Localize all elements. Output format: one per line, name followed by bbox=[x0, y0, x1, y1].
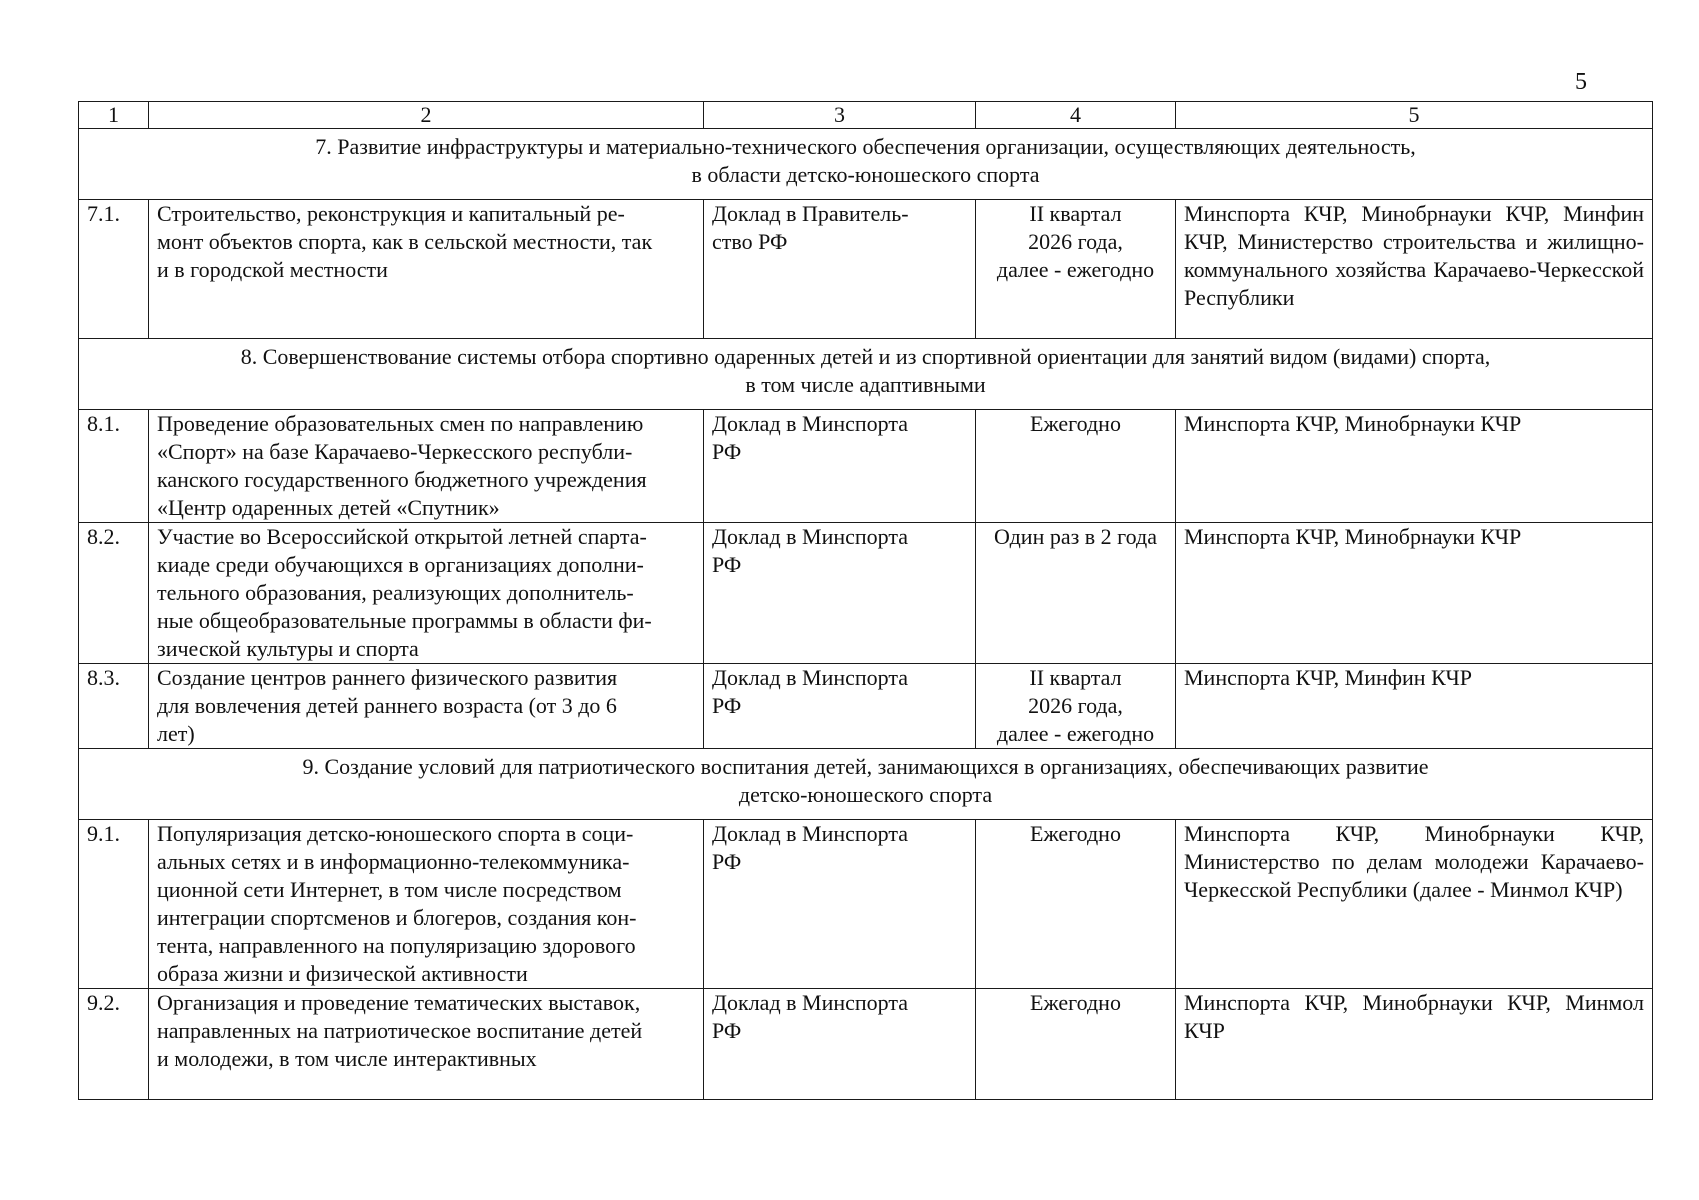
section-title-line: 9. Создание условий для патриотического воспитания детей, занимающихся в организациях, обеспечивающих развитие bbox=[302, 754, 1429, 779]
measure-line: лет) bbox=[157, 721, 195, 746]
table-row bbox=[79, 664, 1653, 749]
deadline-cell bbox=[976, 410, 1176, 523]
section-row-7 bbox=[79, 129, 1653, 200]
section-row-8 bbox=[79, 339, 1653, 410]
result-line: ство РФ bbox=[712, 229, 788, 254]
header-cell-5: 5 bbox=[1176, 102, 1653, 129]
section-title-line: в том числе адаптивными bbox=[745, 372, 986, 397]
measure-cell bbox=[149, 200, 704, 339]
row-number: 9.2. bbox=[79, 989, 149, 1100]
deadline-line: Ежегодно bbox=[1030, 821, 1121, 846]
table-row bbox=[79, 200, 1653, 339]
deadline-cell bbox=[976, 664, 1176, 749]
result-cell bbox=[704, 200, 976, 339]
table-row bbox=[79, 523, 1653, 664]
result-line: Доклад в Минспорта bbox=[712, 990, 909, 1015]
deadline-line: Ежегодно bbox=[1030, 990, 1121, 1015]
executors-cell: Минспорта КЧР, Минфин КЧР bbox=[1176, 664, 1653, 749]
measure-cell bbox=[149, 523, 704, 664]
measure-line: тельного образования, реализующих дополнитель- bbox=[157, 580, 634, 605]
deadline-cell bbox=[976, 200, 1176, 339]
measure-line: и в городской местности bbox=[157, 257, 388, 282]
section-title bbox=[79, 339, 1653, 410]
result-line: РФ bbox=[712, 849, 742, 874]
deadline-line: 2026 года, bbox=[1028, 229, 1123, 254]
measure-line: ционной сети Интернет, в том числе посредством bbox=[157, 877, 622, 902]
measure-line: монт объектов спорта, как в сельской местности, так bbox=[157, 229, 653, 254]
table-row bbox=[79, 989, 1653, 1100]
result-cell bbox=[704, 523, 976, 664]
result-line: РФ bbox=[712, 552, 742, 577]
header-cell-4: 4 bbox=[976, 102, 1176, 129]
measure-line: ные общеобразовательные программы в области фи- bbox=[157, 608, 652, 633]
measure-cell bbox=[149, 989, 704, 1100]
measure-line: направленных на патриотическое воспитание детей bbox=[157, 1018, 643, 1043]
page-number: 5 bbox=[1575, 69, 1587, 95]
deadline-line: Один раз в 2 года bbox=[994, 524, 1157, 549]
measure-line: канского государственного бюджетного учреждения bbox=[157, 467, 647, 492]
header-cell-2: 2 bbox=[149, 102, 704, 129]
plan-table bbox=[78, 101, 1653, 1100]
table-row bbox=[79, 410, 1653, 523]
measure-line: Строительство, реконструкция и капитальный ре- bbox=[157, 201, 625, 226]
measure-line: тента, направленного на популяризацию здорового bbox=[157, 933, 636, 958]
result-cell bbox=[704, 989, 976, 1100]
row-number: 8.3. bbox=[79, 664, 149, 749]
measure-line: Проведение образовательных смен по направлению bbox=[157, 411, 644, 436]
executors-cell: Минспорта КЧР, Минобрнауки КЧР, Минмол КЧР bbox=[1176, 989, 1653, 1100]
deadline-line: 2026 года, bbox=[1028, 693, 1123, 718]
section-title bbox=[79, 749, 1653, 820]
measure-line: Популяризация детско-юношеского спорта в соци- bbox=[157, 821, 634, 846]
row-number: 8.1. bbox=[79, 410, 149, 523]
measure-line: «Спорт» на базе Карачаево-Черкесского республи- bbox=[157, 439, 633, 464]
measure-line: для вовлечения детей раннего возраста (от 3 до 6 bbox=[157, 693, 617, 718]
deadline-cell bbox=[976, 989, 1176, 1100]
row-number: 9.1. bbox=[79, 820, 149, 989]
section-row-9 bbox=[79, 749, 1653, 820]
result-line: РФ bbox=[712, 1018, 742, 1043]
deadline-cell bbox=[976, 523, 1176, 664]
result-line: Доклад в Правитель- bbox=[712, 201, 909, 226]
deadline-line: далее - ежегодно bbox=[996, 257, 1155, 282]
row-number: 7.1. bbox=[79, 200, 149, 339]
result-line: Доклад в Минспорта bbox=[712, 411, 909, 436]
section-title-line: 7. Развитие инфраструктуры и материально-технического обеспечения организации, осуществляющих деятельность, bbox=[315, 134, 1416, 159]
section-title bbox=[79, 129, 1653, 200]
result-line: Доклад в Минспорта bbox=[712, 665, 909, 690]
result-line: Доклад в Минспорта bbox=[712, 524, 909, 549]
header-row bbox=[79, 102, 1653, 129]
measure-line: Организация и проведение тематических выставок, bbox=[157, 990, 641, 1015]
result-line: РФ bbox=[712, 693, 742, 718]
deadline-line: II квартал bbox=[1029, 665, 1122, 690]
measure-cell bbox=[149, 820, 704, 989]
result-cell bbox=[704, 410, 976, 523]
deadline-line: далее - ежегодно bbox=[996, 721, 1155, 746]
measure-line: киаде среди обучающихся в организациях дополни- bbox=[157, 552, 644, 577]
section-title-line: 8. Совершенствование системы отбора спортивно одаренных детей и из спортивной ориентации для занятий видом (видами) спорта, bbox=[240, 344, 1491, 369]
deadline-line: II квартал bbox=[1029, 201, 1122, 226]
executors-cell: Минспорта КЧР, Минобрнауки КЧР, Минфин КЧР, Министерство строительства и жилищно-коммунального хозяйства Карачаево-Черкесской Республики bbox=[1176, 200, 1653, 339]
header-cell-3: 3 bbox=[704, 102, 976, 129]
executors-cell: Минспорта КЧР, Минобрнауки КЧР bbox=[1176, 523, 1653, 664]
result-line: РФ bbox=[712, 439, 742, 464]
measure-cell bbox=[149, 664, 704, 749]
deadline-cell bbox=[976, 820, 1176, 989]
result-line: Доклад в Минспорта bbox=[712, 821, 909, 846]
deadline-line: Ежегодно bbox=[1030, 411, 1121, 436]
measure-line: «Центр одаренных детей «Спутник» bbox=[157, 495, 500, 520]
measure-line: Создание центров раннего физического развития bbox=[157, 665, 618, 690]
header-cell-1: 1 bbox=[79, 102, 149, 129]
result-cell bbox=[704, 664, 976, 749]
table-row bbox=[79, 820, 1653, 989]
measure-line: образа жизни и физической активности bbox=[157, 961, 528, 986]
result-cell bbox=[704, 820, 976, 989]
executors-cell: Минспорта КЧР, Минобрнауки КЧР bbox=[1176, 410, 1653, 523]
section-title-line: в области детско-юношеского спорта bbox=[691, 162, 1040, 187]
section-title-line: детско-юношеского спорта bbox=[738, 782, 993, 807]
measure-cell bbox=[149, 410, 704, 523]
measure-line: Участие во Всероссийской открытой летней спарта- bbox=[157, 524, 647, 549]
measure-line: и молодежи, в том числе интерактивных bbox=[157, 1046, 537, 1071]
measure-line: интеграции спортсменов и блогеров, создания кон- bbox=[157, 905, 637, 930]
row-number: 8.2. bbox=[79, 523, 149, 664]
executors-cell: Минспорта КЧР, Минобрнауки КЧР, Министерство по делам молодежи Карачаево-Черкесской Республики (далее - Минмол КЧР) bbox=[1176, 820, 1653, 989]
measure-line: альных сетях и в информационно-телекоммуника- bbox=[157, 849, 630, 874]
measure-line: зической культуры и спорта bbox=[157, 636, 419, 661]
